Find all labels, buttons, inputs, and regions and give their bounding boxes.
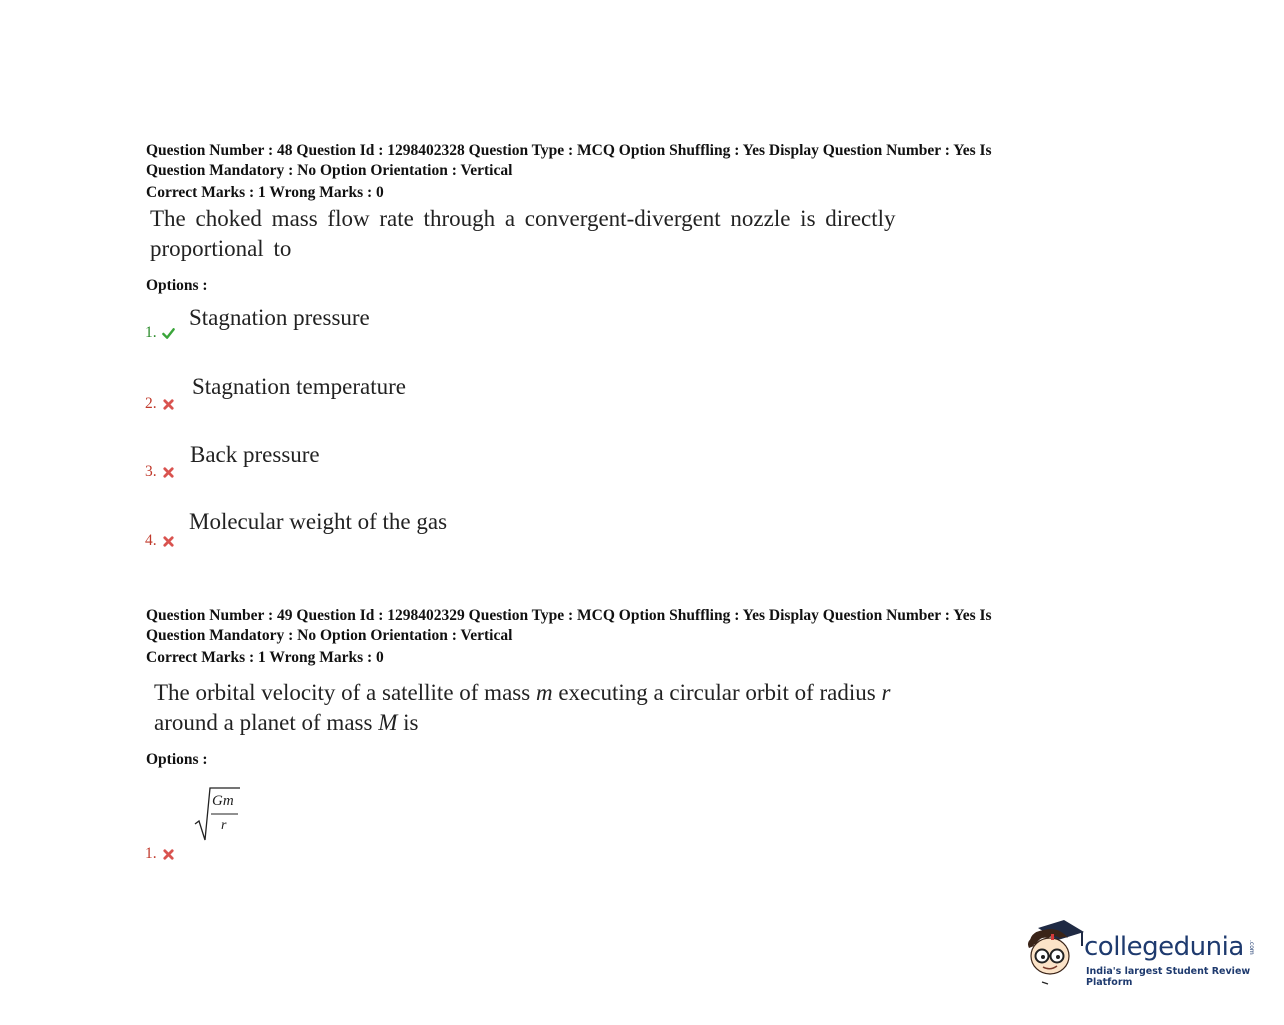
q48-option-1-number: 1. — [145, 324, 157, 341]
question-48-options-label: Options : — [146, 277, 208, 294]
q48-option-3-number: 3. — [145, 463, 157, 480]
q48-option-4-marker — [145, 532, 175, 550]
question-49-meta — [146, 606, 1106, 646]
question-48-text — [150, 204, 896, 264]
question-48-text-line2: proportional to — [150, 236, 292, 261]
logo-tagline: India's largest Student Review Platform — [1086, 966, 1251, 988]
question-49-meta-line1: Question Number : 49 Question Id : 1298402329 Question Type : MCQ Option Shuffling : Yes Display Question Number : Yes Is — [146, 607, 992, 624]
q49-text-part: is — [397, 710, 419, 735]
q48-option-2-number: 2. — [145, 395, 157, 412]
question-48-meta-line1: Question Number : 48 Question Id : 1298402328 Question Type : MCQ Option Shuffling : Yes Display Question Number : Yes Is — [146, 142, 992, 159]
mass-M-symbol: M — [378, 710, 398, 735]
q48-option-1-marker — [145, 324, 175, 342]
formula-denominator: r — [221, 818, 227, 833]
check-icon — [162, 327, 175, 340]
q48-option-3-marker — [145, 463, 175, 481]
logo-name: collegedunia — [1084, 932, 1244, 962]
q49-text-part: The orbital velocity of a satellite of mass — [154, 680, 536, 705]
q49-text-part: around a planet of mass — [154, 710, 379, 735]
mass-m-symbol: m — [535, 680, 553, 705]
cross-icon — [162, 848, 175, 861]
logo-com: .com — [1248, 940, 1255, 955]
question-48-marks: Correct Marks : 1 Wrong Marks : 0 — [146, 184, 384, 201]
q48-option-4-number: 4. — [145, 532, 157, 549]
question-49-text-line1 — [154, 678, 890, 708]
formula-numerator: Gm — [212, 793, 234, 809]
q49-option-1-marker — [145, 845, 175, 863]
q48-option-3-text[interactable]: Back pressure — [190, 442, 320, 467]
cross-icon — [162, 466, 175, 479]
mascot-icon — [1024, 916, 1086, 994]
question-49-text — [154, 678, 890, 738]
question-49-text-line2 — [154, 708, 890, 738]
q49-option-1-formula[interactable] — [192, 784, 252, 844]
question-48-meta — [146, 141, 1106, 181]
cross-icon — [162, 535, 175, 548]
q49-option-1-number: 1. — [145, 845, 157, 862]
question-49-options-label: Options : — [146, 751, 208, 768]
question-49-marks: Correct Marks : 1 Wrong Marks : 0 — [146, 649, 384, 666]
collegedunia-logo — [1024, 916, 1264, 996]
question-49-meta-line2: Question Mandatory : No Option Orientation : Vertical — [146, 627, 513, 644]
q48-option-2-marker — [145, 395, 175, 413]
q49-text-part: executing a circular orbit of radius — [552, 680, 882, 705]
q48-option-4-text[interactable]: Molecular weight of the gas — [189, 509, 448, 534]
radius-r-symbol: r — [881, 680, 891, 705]
q48-option-1-text[interactable]: Stagnation pressure — [189, 305, 370, 330]
question-48-meta-line2: Question Mandatory : No Option Orientation : Vertical — [146, 162, 513, 179]
q48-option-2-text[interactable]: Stagnation temperature — [192, 374, 406, 399]
question-48-text-line1: The choked mass flow rate through a convergent-divergent nozzle is directly — [150, 206, 896, 231]
cross-icon — [162, 398, 175, 411]
